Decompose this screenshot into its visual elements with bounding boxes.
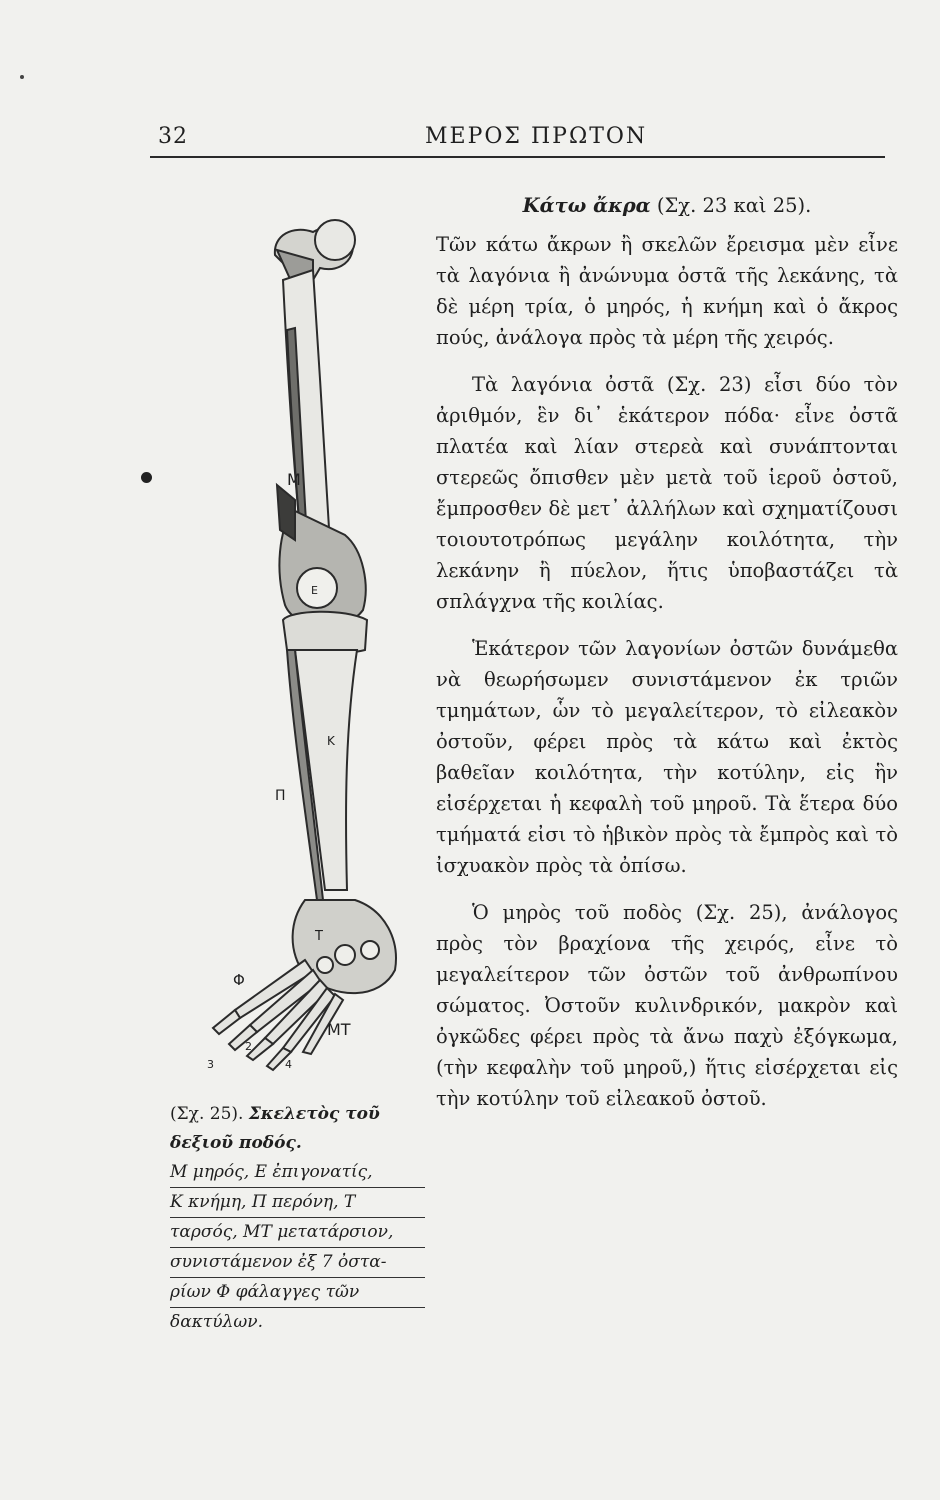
label-tarsus: Τ: [315, 929, 323, 944]
label-fibula: Π: [275, 788, 286, 804]
caption-line: δακτύλων.: [170, 1312, 263, 1332]
figure-caption: [170, 1100, 425, 1337]
paragraph: Ὁ μηρὸς τοῦ ποδὸς (Σχ. 25), ἀνάλογος πρὸς τὸν βραχίονα τῆς χειρός, εἶνε τὸ μεγαλείτερον τῶν ὀστῶν τοῦ ἀνθρωπίνου σώματος. Ὀστοῦν κυλινδρικόν, μακρὸν καὶ ὀγκῶδες φέρει πρὸς τὰ ἄνω παχὺ ἐξόγκωμα, (τὴν κεφαλὴν τοῦ μηροῦ,) ἥτις εἰσέρχεται εἰς τὴν κοτύλην τοῦ εἰλεακοῦ ὀστοῦ.: [436, 901, 898, 1110]
label-toe-2: 2: [245, 1040, 252, 1053]
label-patella: Ε: [311, 584, 318, 597]
caption-line: ρίων Φ φάλαγγες τῶν: [170, 1278, 425, 1308]
label-tibia: Κ: [327, 734, 335, 748]
label-femur: Μ: [287, 470, 301, 489]
section-heading-ref: (Σχ. 23 καὶ 25).: [656, 194, 812, 217]
caption-line: Κ κνήμη, Π περόνη, Τ: [170, 1188, 425, 1218]
ink-dot: [141, 472, 152, 483]
leg-skeleton-illustration: [195, 210, 435, 1090]
label-metatarsus: ΜΤ: [327, 1020, 351, 1039]
paragraph: Τὰ λαγόνια ὀστᾶ (Σχ. 23) εἶσι δύο τὸν ἀριθμόν, ἓν δι᾽ ἑκάτερον πόδα· εἶνε ὀστᾶ πλατέα καὶ λίαν στερεὰ καὶ συνάπτονται στερεῶς ὄπισθεν μὲν μετὰ τοῦ ἱεροῦ ὀστοῦ, ἔμπροσθεν δὲ μετ᾽ ἀλλήλων καὶ σχηματίζουσι τοιουτοτρόπως μεγάλην κοιλότητα, τὴν λεκάνην ἢ πύελον, ἥτις ὑποβαστάζει τὰ σπλάγχνα τῆς κοιλίας.: [436, 373, 898, 613]
page-number: 32: [158, 124, 188, 149]
paragraph: Τῶν κάτω ἄκρων ἢ σκελῶν ἔρεισμα μὲν εἶνε τὰ λαγόνια ἢ ἀνώνυμα ὀστᾶ τῆς λεκάνης, τὰ δὲ μέρη τρία, ὁ μηρός, ἡ κνήμη καὶ ὁ ἄκρος πούς, ἀνάλογα πρὸς τὰ μέρη τῆς χειρός.: [436, 233, 898, 349]
section-heading-word: Κάτω ἄκρα: [522, 194, 651, 217]
page-header: [150, 120, 885, 158]
label-phalanges: Φ: [233, 971, 245, 989]
paragraph: Ἑκάτερον τῶν λαγονίων ὀστῶν δυνάμεθα νὰ θεωρήσωμεν συνιστάμενον ἐκ τριῶν τμημάτων, ὧν τὸ μεγαλείτερον, τὸ εἰλεακὸν ὀστοῦν, φέρει πρὸς τὰ κάτω καὶ ἐκτὸς βαθεῖαν κοιλότητα, τὴν κοτύλην, εἰς ἣν εἰσέρχεται ἡ κεφαλὴ τοῦ μηροῦ. Τὰ ἕτερα δύο τμήματά εἰσι τὸ ἡβικὸν πρὸς τὰ ἔμπρὸς καὶ τὸ ἰσχυακὸν πρὸς τὰ ὀπίσω.: [436, 637, 898, 877]
caption-title: Σκελετὸς τοῦ δεξιοῦ ποδός.: [170, 1104, 380, 1153]
ink-speck: [20, 75, 24, 79]
caption-line: Μ μηρός, Ε ἐπιγονατίς,: [170, 1158, 425, 1188]
section-heading: [436, 190, 898, 221]
leg-skeleton-figure: [195, 210, 435, 1090]
main-text-column: [436, 190, 898, 1130]
caption-line: ταρσός, ΜΤ μετατάρσιον,: [170, 1218, 425, 1248]
label-toe-4: 4: [285, 1058, 292, 1071]
running-title: ΜΕΡΟΣ ΠΡΩΤΟΝ: [425, 124, 648, 149]
label-toe-3: 3: [207, 1058, 214, 1071]
caption-line: συνιστάμενον ἐξ 7 ὀστα-: [170, 1248, 425, 1278]
caption-figure-ref: (Σχ. 25).: [170, 1104, 244, 1124]
